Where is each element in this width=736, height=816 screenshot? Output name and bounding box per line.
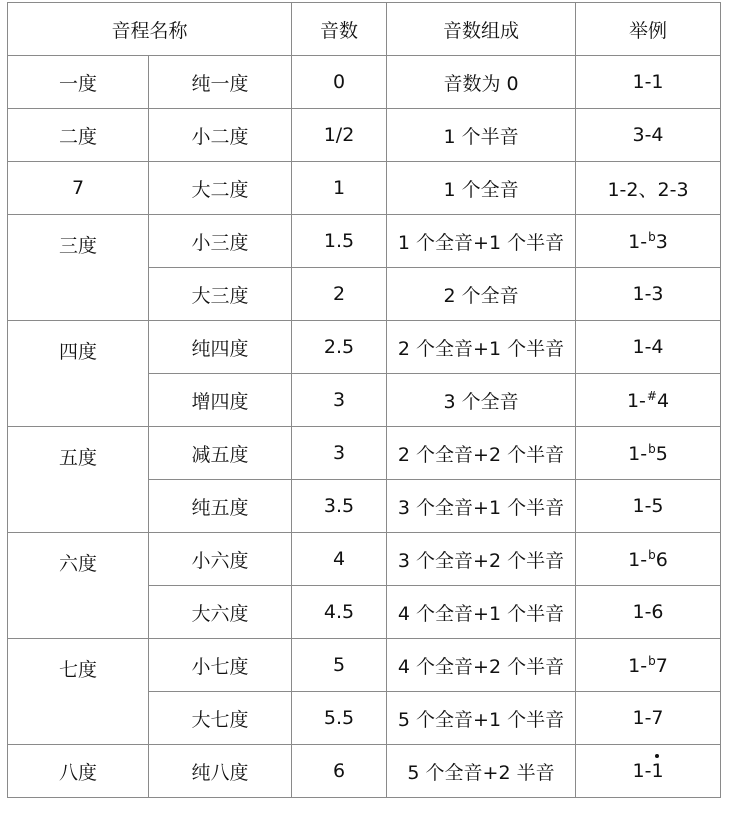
header-row	[8, 3, 721, 56]
composition-cell: 1 个全音+1 个半音	[387, 215, 576, 268]
table-row	[8, 427, 721, 480]
header-composition: 音数组成	[387, 3, 576, 56]
semitone-count-cell: 1.5	[292, 215, 387, 268]
example-text: 1-	[628, 442, 648, 465]
composition-cell: 音数为 0	[387, 56, 576, 109]
semitone-count-cell: 3.5	[292, 480, 387, 533]
example-note: 6	[655, 548, 668, 571]
interval-name-cell: 纯四度	[149, 321, 292, 374]
example-text: 1-	[626, 389, 646, 412]
semitone-count-cell: 5.5	[292, 692, 387, 745]
example-text: 1-	[632, 760, 652, 782]
example-cell	[576, 427, 721, 480]
interval-name-cell: 大七度	[149, 692, 292, 745]
table-row	[8, 56, 721, 109]
composition-cell: 4 个全音+1 个半音	[387, 586, 576, 639]
example-note: 3	[655, 230, 668, 253]
table-row	[8, 321, 721, 374]
composition-cell: 4 个全音+2 个半音	[387, 639, 576, 692]
interval-group-cell: 四度	[8, 321, 149, 427]
semitone-count-cell: 2.5	[292, 321, 387, 374]
interval-group-cell: 七度	[8, 639, 149, 745]
example-note: 5	[655, 442, 668, 465]
table-row	[8, 533, 721, 586]
semitone-count-cell: 3	[292, 374, 387, 427]
flat-accidental: b	[648, 441, 656, 456]
example-cell: 1-7	[576, 692, 721, 745]
example-cell	[576, 533, 721, 586]
interval-name-cell: 小二度	[149, 109, 292, 162]
example-cell: 1-2、2-3	[576, 162, 721, 215]
interval-name-cell: 大六度	[149, 586, 292, 639]
example-cell	[576, 745, 721, 798]
composition-cell: 3 个全音	[387, 374, 576, 427]
interval-name-cell: 小三度	[149, 215, 292, 268]
table-row	[8, 745, 721, 798]
interval-name-cell: 纯五度	[149, 480, 292, 533]
interval-name-cell: 纯八度	[149, 745, 292, 798]
interval-group-cell: 一度	[8, 56, 149, 109]
interval-name-cell: 大三度	[149, 268, 292, 321]
example-cell	[576, 374, 721, 427]
interval-group-cell: 7	[8, 162, 149, 215]
semitone-count-cell: 2	[292, 268, 387, 321]
semitone-count-cell: 6	[292, 745, 387, 798]
high-octave-note: 1	[651, 760, 664, 782]
interval-name-cell: 大二度	[149, 162, 292, 215]
example-text: 1-	[628, 654, 648, 677]
semitone-count-cell: 1	[292, 162, 387, 215]
sharp-accidental: #	[646, 388, 657, 403]
table-row	[8, 162, 721, 215]
interval-name-cell: 增四度	[149, 374, 292, 427]
semitone-count-cell: 4	[292, 533, 387, 586]
header-interval-name: 音程名称	[8, 3, 292, 56]
composition-cell: 3 个全音+2 个半音	[387, 533, 576, 586]
header-semitone-count: 音数	[292, 3, 387, 56]
interval-group-cell: 六度	[8, 533, 149, 639]
example-cell: 1-3	[576, 268, 721, 321]
table-row	[8, 215, 721, 268]
interval-group-cell: 二度	[8, 109, 149, 162]
interval-name-cell: 小六度	[149, 533, 292, 586]
example-text: 1-	[628, 548, 648, 571]
example-cell: 1-4	[576, 321, 721, 374]
example-text: 1-	[628, 230, 648, 253]
semitone-count-cell: 3	[292, 427, 387, 480]
interval-name-cell: 小七度	[149, 639, 292, 692]
example-cell: 1-1	[576, 56, 721, 109]
interval-name-cell: 纯一度	[149, 56, 292, 109]
composition-cell: 5 个全音+2 半音	[387, 745, 576, 798]
example-note: 7	[655, 654, 668, 677]
composition-cell: 5 个全音+1 个半音	[387, 692, 576, 745]
composition-cell: 2 个全音	[387, 268, 576, 321]
example-cell: 3-4	[576, 109, 721, 162]
composition-cell: 3 个全音+1 个半音	[387, 480, 576, 533]
semitone-count-cell: 1/2	[292, 109, 387, 162]
semitone-count-cell: 0	[292, 56, 387, 109]
composition-cell: 1 个全音	[387, 162, 576, 215]
composition-cell: 2 个全音+1 个半音	[387, 321, 576, 374]
header-example: 举例	[576, 3, 721, 56]
table-row	[8, 639, 721, 692]
flat-accidental: b	[648, 229, 656, 244]
example-cell: 1-5	[576, 480, 721, 533]
semitone-count-cell: 5	[292, 639, 387, 692]
example-note: 4	[656, 389, 670, 412]
example-cell	[576, 215, 721, 268]
interval-name-cell: 减五度	[149, 427, 292, 480]
interval-group-cell: 五度	[8, 427, 149, 533]
example-cell: 1-6	[576, 586, 721, 639]
interval-group-cell: 八度	[8, 745, 149, 798]
flat-accidental: b	[648, 653, 656, 668]
interval-table	[7, 2, 721, 798]
example-cell	[576, 639, 721, 692]
semitone-count-cell: 4.5	[292, 586, 387, 639]
interval-group-cell: 三度	[8, 215, 149, 321]
composition-cell: 2 个全音+2 个半音	[387, 427, 576, 480]
composition-cell: 1 个半音	[387, 109, 576, 162]
flat-accidental: b	[648, 547, 656, 562]
table-row	[8, 109, 721, 162]
